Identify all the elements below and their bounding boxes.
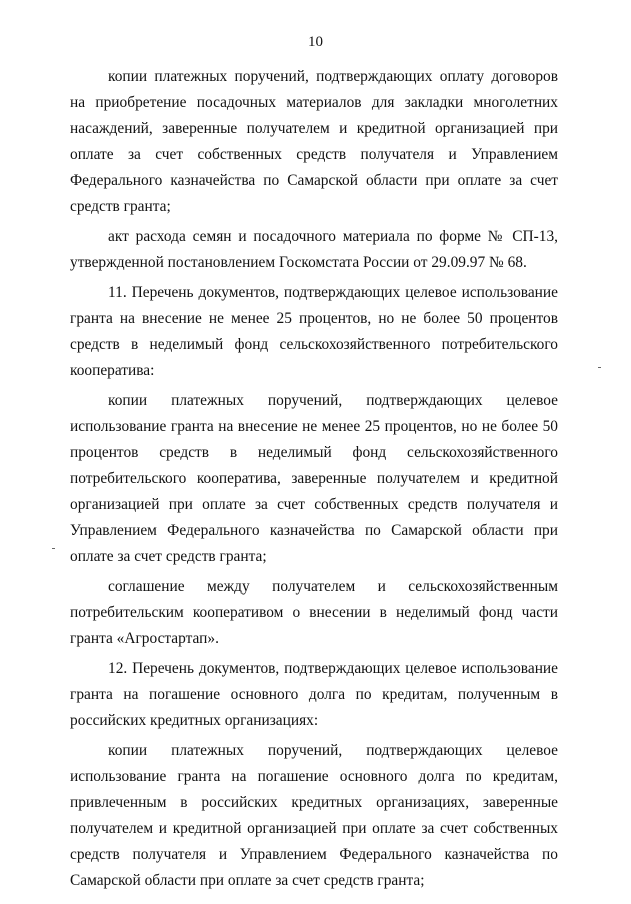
document-body <box>70 64 558 894</box>
paragraph-payment-orders-planting: копии платежных поручений, подтверждающих оплату договоров на приобретение посадочных материалов для закладки многолетних насаждений, заверенные получателем и кредитной организацией при оплате за счет собственных средств получателя и Управлением Федерального казначейства по Самарской области при оплате за счет средств гранта; <box>70 68 558 215</box>
scan-speck <box>52 548 55 549</box>
paragraph-seed-consumption-act: акт расхода семян и посадочного материала по форме № СП-13, утвержденной постановлением Госкомстата России от 29.09.97 № 68. <box>70 228 558 271</box>
paragraph-payment-orders-fund: копии платежных поручений, подтверждающих целевое использование гранта на внесение не менее 25 процентов, но не более 50 процентов средств в неделимый фонд сельскохозяйственного потребительского кооператива, заверенные получателем и кредитной организацией при оплате за счет собственных средств получателя и Управлением Федерального казначейства по Самарской области при оплате за счет средств гранта; <box>70 392 558 565</box>
paragraph-item-12-heading: 12. Перечень документов, подтверждающих целевое использование гранта на погашение основного долга по кредитам, полученным в российских кредитных организациях: <box>70 660 558 729</box>
paragraph-item-11-heading: 11. Перечень документов, подтверждающих целевое использование гранта на внесение не менее 25 процентов, но не более 50 процентов средств в неделимый фонд сельскохозяйственного потребительского кооператива: <box>70 284 558 379</box>
paragraph-cooperative-agreement: соглашение между получателем и сельскохозяйственным потребительским кооперативом о внесении в неделимый фонд части гранта «Агростартап». <box>70 578 558 647</box>
page-number: 10 <box>308 34 323 50</box>
scan-speck <box>598 367 601 368</box>
paragraph-payment-orders-loans: копии платежных поручений, подтверждающих целевое использование гранта на погашение основного долга по кредитам, привлеченным в российских кредитных организациях, заверенные получателем и кредитной организацией при оплате за счет собственных средств получателя и Управлением Федерального казначейства по Самарской области при оплате за счет средств гранта; <box>70 742 558 889</box>
